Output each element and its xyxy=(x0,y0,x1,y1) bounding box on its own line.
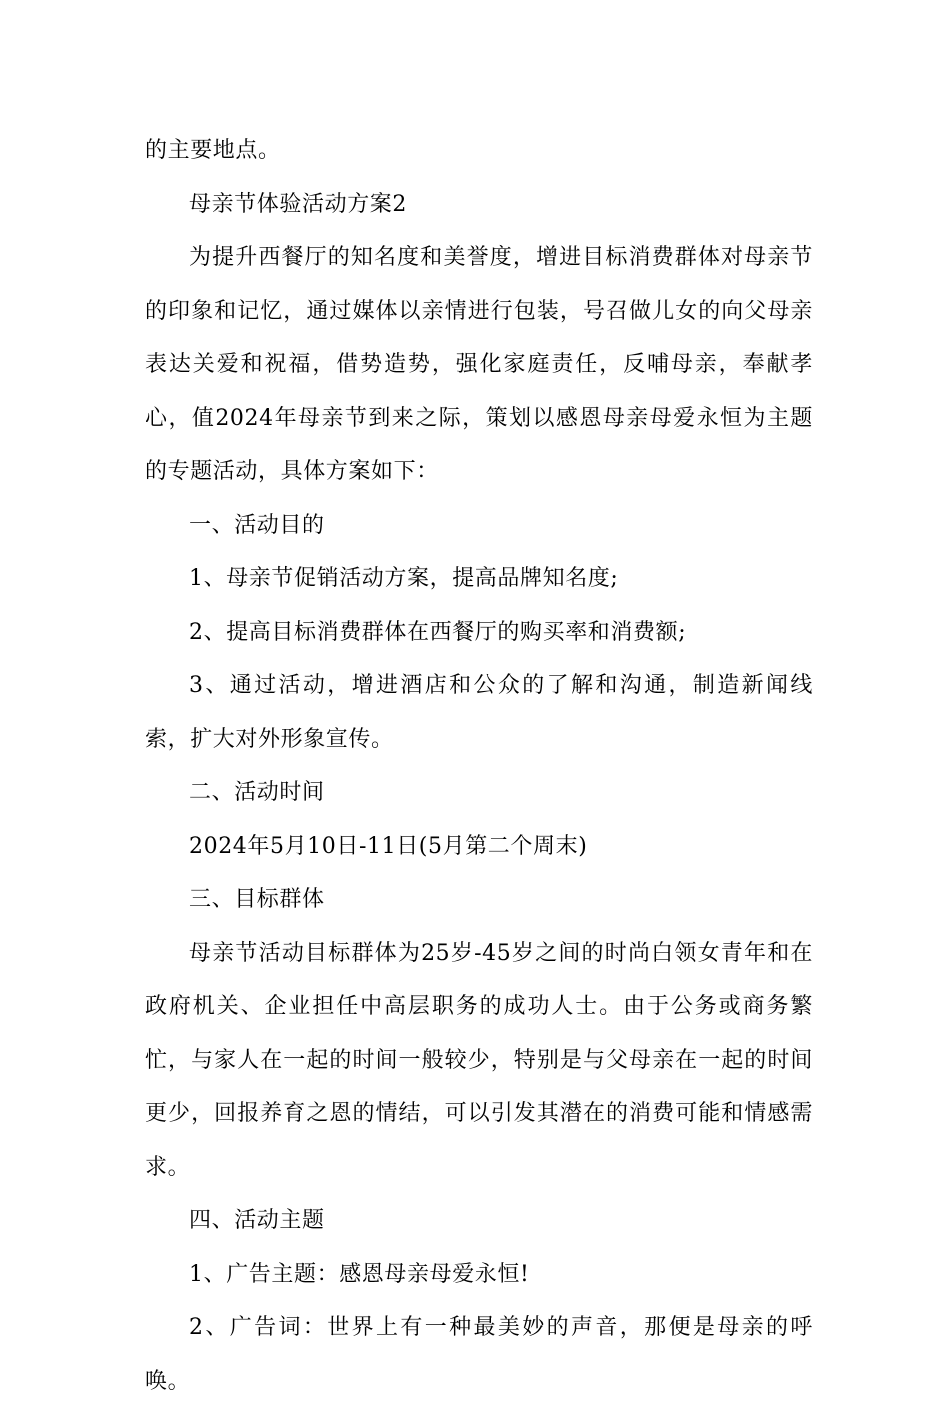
activity-time-value: 2024年5月10日-11日(5月第二个周末) xyxy=(189,833,588,859)
section-title: 母亲节体验活动方案2 xyxy=(189,191,407,217)
heading-target-group: 三、目标群体 xyxy=(189,887,325,912)
target-group-paragraph: 母亲节活动目标群体为25岁-45岁之间的时尚白领女青年和在政府机关、企业担任中高层职务的成功人士。由于公务或商务繁忙，与家人在一起的时间一般较少，特别是与父母亲在一起的时间更少，回报养育之恩的情结，可以引发其潜在的消费可能和情感需求。 xyxy=(145,940,813,1180)
heading-activity-time: 二、活动时间 xyxy=(189,780,325,805)
theme-item-2: 2、广告词：世界上有一种最美妙的声音，那便是母亲的呼唤。 xyxy=(145,1315,813,1394)
heading-activity-theme: 四、活动主题 xyxy=(189,1208,325,1233)
purpose-item-3: 3、通过活动，增进酒店和公众的了解和沟通，制造新闻线索，扩大对外形象宣传。 xyxy=(145,673,813,752)
theme-item-1: 1、广告主题：感恩母亲母爱永恒! xyxy=(189,1261,530,1287)
paragraph-continuation: 的主要地点。 xyxy=(145,138,281,163)
purpose-item-2: 2、提高目标消费群体在西餐厅的购买率和消费额; xyxy=(189,619,687,645)
intro-paragraph: 为提升西餐厅的知名度和美誉度，增进目标消费群体对母亲节的印象和记忆，通过媒体以亲情进行包装，号召做儿女的向父母亲表达关爱和祝福，借势造势，强化家庭责任，反哺母亲，奉献孝心，值2024年母亲节到来之际，策划以感恩母亲母爱永恒为主题的专题活动，具体方案如下： xyxy=(145,245,813,484)
document-body xyxy=(145,124,813,1408)
purpose-item-1: 1、母亲节促销活动方案，提高品牌知名度; xyxy=(189,566,619,591)
heading-activity-purpose: 一、活动目的 xyxy=(189,512,325,538)
